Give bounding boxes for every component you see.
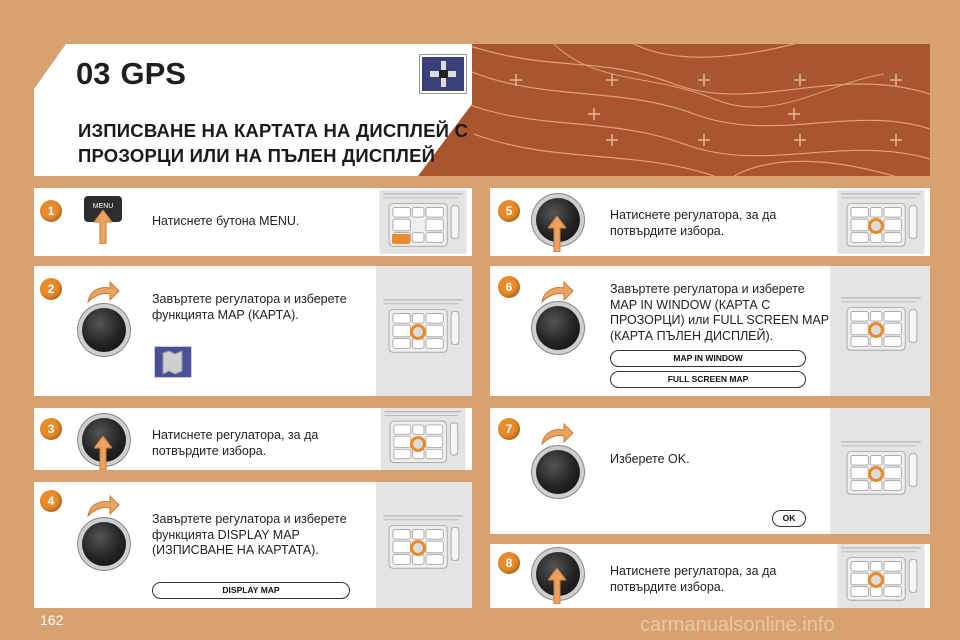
- step-4-text: Завъртете регулатора и изберете функцията DISPLAY MAP (ИЗПИСВАНЕ НА КАРТАТА).: [152, 512, 347, 557]
- press-arrow-icon: [94, 210, 112, 244]
- rotary-knob: [536, 450, 580, 494]
- radio-panel-illustration: [836, 438, 926, 502]
- step-8-text: Натиснете регулатора, за да потвърдите избора.: [610, 564, 777, 594]
- page-number: 162: [40, 612, 64, 628]
- radio-panel-illustration: [378, 512, 468, 576]
- step-6-badge: 6: [498, 276, 520, 298]
- title-line-2: ПРОЗОРЦИ ИЛИ НА ПЪЛЕН ДИСПЛЕЙ: [78, 145, 436, 166]
- rotary-knob: [82, 522, 126, 566]
- rotary-knob: [536, 306, 580, 350]
- title-line-1: ИЗПИСВАНЕ НА КАРТАТА НА ДИСПЛЕЙ С: [78, 120, 469, 141]
- radio-panel-illustration: [378, 296, 468, 360]
- rotate-arrow-icon: [538, 422, 574, 446]
- step-1-badge: 1: [40, 200, 62, 222]
- step-2-text: Завъртете регулатора и изберете функцията MAP (КАРТА).: [152, 292, 347, 322]
- press-arrow-icon: [548, 216, 566, 252]
- step-8-badge: 8: [498, 552, 520, 574]
- step-3-badge: 3: [40, 418, 62, 440]
- step-2-badge: 2: [40, 278, 62, 300]
- map-icon: [154, 346, 192, 378]
- menu-key-icon: MENU: [84, 196, 122, 222]
- rotate-arrow-icon: [538, 280, 574, 304]
- rotate-arrow-icon: [84, 280, 120, 304]
- ok-option[interactable]: OK: [772, 510, 806, 527]
- step-7-badge: 7: [498, 418, 520, 440]
- rotate-arrow-icon: [84, 494, 120, 518]
- chapter-number: 03: [76, 56, 111, 91]
- radio-panel-illustration: [836, 544, 926, 608]
- step-5-text: Натиснете регулатора, за да потвърдите избора.: [610, 208, 777, 238]
- watermark: carmanualsonline.info: [640, 614, 835, 636]
- gps-crossroad-icon: [420, 55, 466, 93]
- display-map-option[interactable]: DISPLAY MAP: [152, 582, 350, 599]
- step-4-badge: 4: [40, 490, 62, 512]
- step-1-text: Натиснете бутона MENU.: [152, 214, 300, 228]
- chapter-heading: [76, 56, 186, 92]
- step-7-text: Изберете OK.: [610, 452, 690, 466]
- press-arrow-icon: [548, 568, 566, 604]
- step-6-text: Завъртете регулатора и изберете MAP IN WINDOW (КАРТА С ПРОЗОРЦИ) или FULL SCREEN MAP (КАРТА ПЪЛЕН ДИСПЛЕЙ).: [610, 282, 829, 343]
- chapter-title: GPS: [120, 56, 186, 91]
- rotary-knob: [82, 308, 126, 352]
- press-arrow-icon: [94, 436, 112, 470]
- step-3-text: Натиснете регулатора, за да потвърдите избора.: [152, 428, 319, 458]
- page-title: [78, 118, 498, 168]
- map-in-window-option[interactable]: MAP IN WINDOW: [610, 350, 806, 367]
- radio-panel-illustration: [836, 190, 926, 254]
- radio-panel-illustration: [836, 294, 926, 358]
- radio-panel-illustration: [378, 408, 468, 470]
- step-5-badge: 5: [498, 200, 520, 222]
- radio-panel-illustration: [378, 190, 468, 254]
- full-screen-map-option[interactable]: FULL SCREEN MAP: [610, 371, 806, 388]
